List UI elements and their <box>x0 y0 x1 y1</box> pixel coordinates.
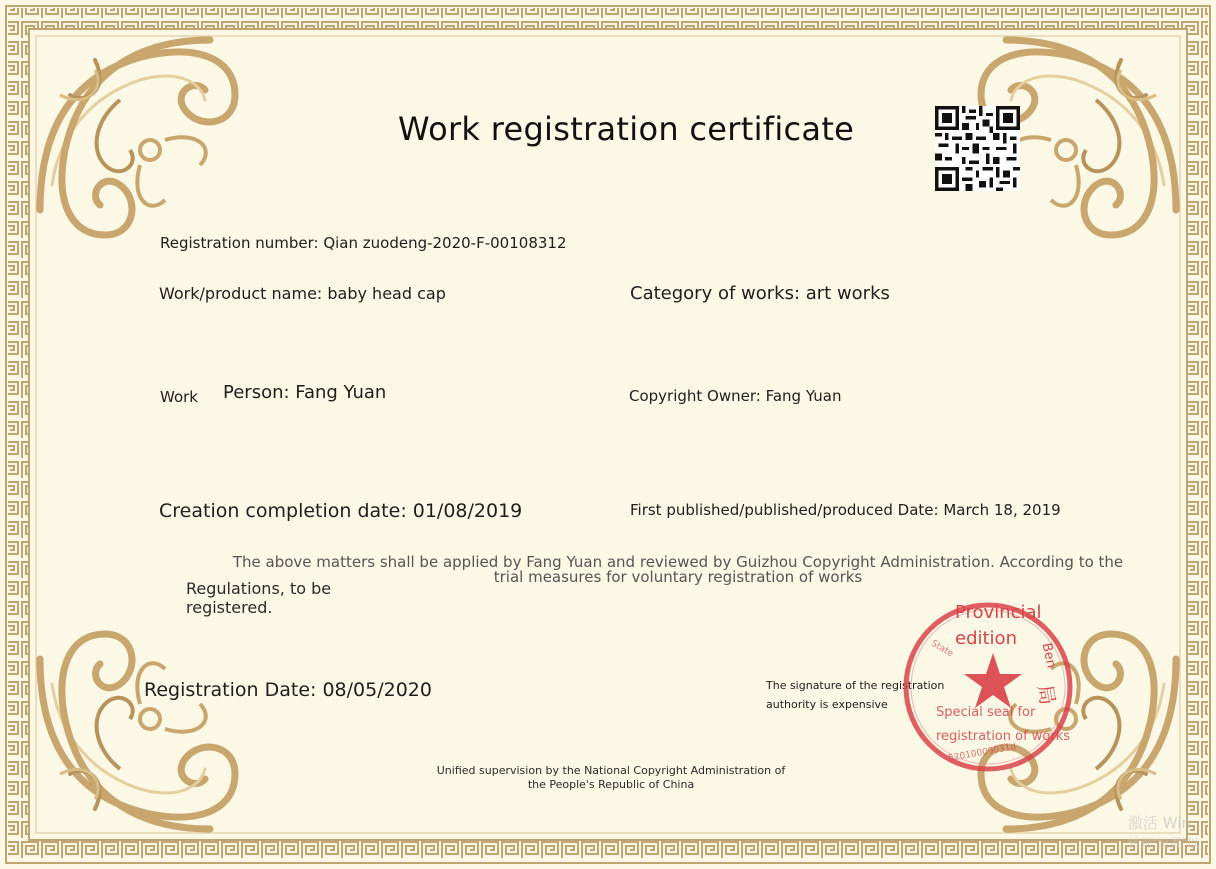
author-label: Work <box>160 388 198 406</box>
seal-star-icon <box>964 653 1022 708</box>
signature-note: The signature of the registration authority is expensive <box>766 679 945 711</box>
publish-date: First published/published/produced Date: March 18, 2019 <box>630 501 1061 519</box>
work-category: Category of works: art works <box>630 283 890 304</box>
creation-date: Creation completion date: 01/08/2019 <box>159 500 523 522</box>
activation-watermark: 激活 Win <box>1128 814 1191 832</box>
activation-watermark-sub: 转到"设置"以 <box>1128 836 1200 850</box>
footer-supervision: Unified supervision by the National Copyright Administration of the People's Republic of China <box>436 764 786 791</box>
seal-top-text: Provincial <box>955 602 1042 623</box>
seal-side-right: Ben <box>1038 641 1059 670</box>
registration-number: Registration number: Qian zuodeng-2020-F-00108312 <box>160 234 567 252</box>
registration-date: Registration Date: 08/05/2020 <box>144 679 432 701</box>
seal-bottom-text-2: registration of works <box>936 729 1071 744</box>
seal-side-left: State <box>929 638 955 660</box>
seal-number: 52010009031d <box>947 742 1018 764</box>
qr-code-icon <box>935 106 1020 191</box>
work-name: Work/product name: baby head cap <box>159 284 446 303</box>
copyright-owner: Copyright Owner: Fang Yuan <box>629 387 842 405</box>
seal-bottom-text-1: Special seal for <box>936 705 1036 720</box>
statement-paragraph: The above matters shall be applied by Fang Yuan and reviewed by Guizhou Copyright Administration. According to the trial measures for voluntary registration of works <box>232 553 1124 586</box>
statement-continuation: Regulations, to be registered. <box>186 579 332 617</box>
certificate-title: Work registration certificate <box>398 110 855 148</box>
author-value: Person: Fang Yuan <box>223 382 387 403</box>
official-seal <box>898 600 1088 780</box>
seal-top-text-2: edition <box>955 628 1017 649</box>
seal-char-right: 局 <box>1032 682 1061 707</box>
